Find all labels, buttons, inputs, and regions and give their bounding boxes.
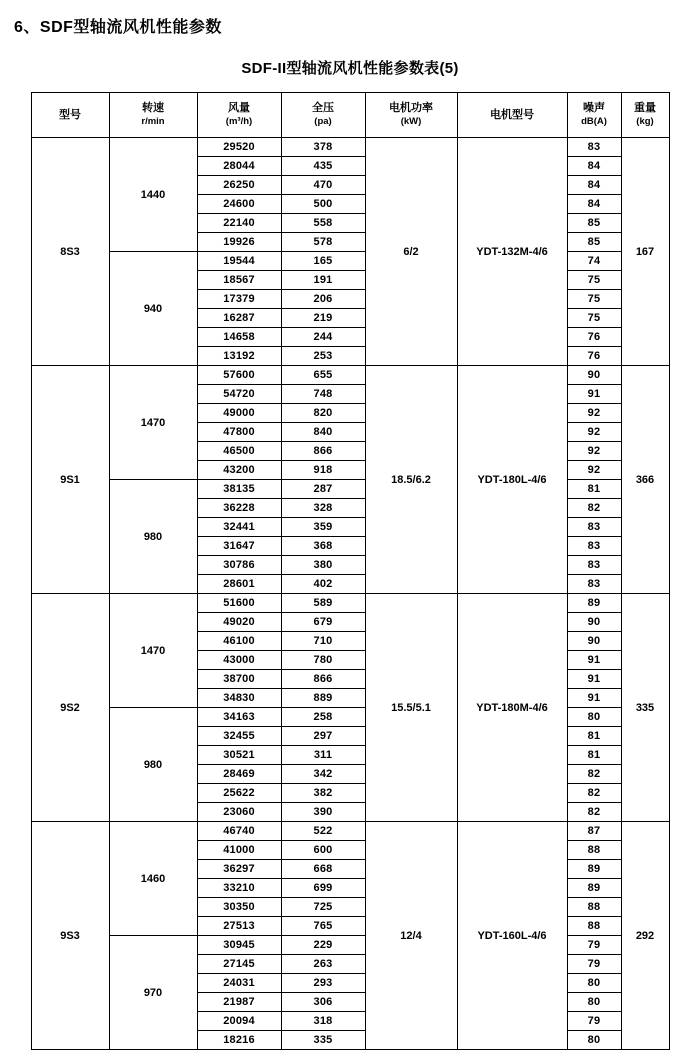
cell-noise: 89 <box>567 879 621 898</box>
cell-weight: 366 <box>621 366 669 594</box>
cell-airflow: 18216 <box>197 1031 281 1050</box>
cell-noise: 82 <box>567 784 621 803</box>
cell-noise: 84 <box>567 157 621 176</box>
cell-pressure: 918 <box>281 461 365 480</box>
table-row <box>31 252 669 271</box>
cell-pressure: 165 <box>281 252 365 271</box>
cell-pressure: 328 <box>281 499 365 518</box>
cell-pressure: 668 <box>281 860 365 879</box>
cell-airflow: 28469 <box>197 765 281 784</box>
cell-airflow: 46740 <box>197 822 281 841</box>
cell-motor-power: 18.5/6.2 <box>365 366 457 594</box>
cell-motor-power: 6/2 <box>365 138 457 366</box>
cell-noise: 80 <box>567 974 621 993</box>
header-unit: dB(A) <box>581 116 607 128</box>
cell-airflow: 29520 <box>197 138 281 157</box>
cell-noise: 83 <box>567 575 621 594</box>
header-label: 全压 <box>312 102 334 115</box>
cell-pressure: 293 <box>281 974 365 993</box>
column-header-airflow <box>197 93 281 138</box>
header-unit: (kg) <box>636 116 654 128</box>
cell-airflow: 24600 <box>197 195 281 214</box>
cell-noise: 85 <box>567 233 621 252</box>
cell-noise: 81 <box>567 727 621 746</box>
cell-noise: 82 <box>567 803 621 822</box>
cell-motor-model: YDT-160L-4/6 <box>457 822 567 1050</box>
cell-speed: 980 <box>109 480 197 594</box>
cell-airflow: 31647 <box>197 537 281 556</box>
cell-motor-model: YDT-180L-4/6 <box>457 366 567 594</box>
cell-noise: 92 <box>567 461 621 480</box>
cell-pressure: 522 <box>281 822 365 841</box>
cell-airflow: 17379 <box>197 290 281 309</box>
column-header-speed <box>109 93 197 138</box>
cell-speed: 980 <box>109 708 197 822</box>
cell-pressure: 710 <box>281 632 365 651</box>
header-label: 噪声 <box>583 102 605 115</box>
cell-airflow: 34830 <box>197 689 281 708</box>
cell-airflow: 33210 <box>197 879 281 898</box>
cell-airflow: 19544 <box>197 252 281 271</box>
cell-airflow: 38135 <box>197 480 281 499</box>
cell-noise: 85 <box>567 214 621 233</box>
table-body <box>31 138 669 1050</box>
cell-airflow: 21987 <box>197 993 281 1012</box>
cell-airflow: 19926 <box>197 233 281 252</box>
cell-airflow: 46500 <box>197 442 281 461</box>
cell-airflow: 57600 <box>197 366 281 385</box>
cell-pressure: 655 <box>281 366 365 385</box>
cell-noise: 74 <box>567 252 621 271</box>
cell-noise: 88 <box>567 917 621 936</box>
cell-pressure: 748 <box>281 385 365 404</box>
cell-pressure: 435 <box>281 157 365 176</box>
header-unit: (kW) <box>400 116 422 128</box>
cell-noise: 83 <box>567 537 621 556</box>
column-header-motor-power <box>365 93 457 138</box>
cell-noise: 75 <box>567 290 621 309</box>
cell-model: 8S3 <box>31 138 109 366</box>
header-unit: (m³/h) <box>225 116 253 128</box>
cell-pressure: 297 <box>281 727 365 746</box>
cell-pressure: 679 <box>281 613 365 632</box>
cell-pressure: 311 <box>281 746 365 765</box>
cell-pressure: 840 <box>281 423 365 442</box>
cell-pressure: 382 <box>281 784 365 803</box>
cell-noise: 90 <box>567 632 621 651</box>
cell-weight: 167 <box>621 138 669 366</box>
cell-motor-model: YDT-180M-4/6 <box>457 594 567 822</box>
table-row <box>31 138 669 157</box>
cell-airflow: 49020 <box>197 613 281 632</box>
cell-pressure: 191 <box>281 271 365 290</box>
cell-noise: 88 <box>567 898 621 917</box>
cell-pressure: 402 <box>281 575 365 594</box>
cell-noise: 89 <box>567 594 621 613</box>
table-header <box>31 93 669 138</box>
cell-airflow: 30521 <box>197 746 281 765</box>
cell-pressure: 765 <box>281 917 365 936</box>
header-unit: r/min <box>141 116 165 128</box>
cell-noise: 75 <box>567 309 621 328</box>
cell-noise: 79 <box>567 955 621 974</box>
cell-pressure: 470 <box>281 176 365 195</box>
cell-speed: 1470 <box>109 594 197 708</box>
cell-airflow: 32441 <box>197 518 281 537</box>
cell-pressure: 866 <box>281 670 365 689</box>
cell-pressure: 219 <box>281 309 365 328</box>
cell-airflow: 30945 <box>197 936 281 955</box>
cell-pressure: 368 <box>281 537 365 556</box>
cell-noise: 76 <box>567 347 621 366</box>
header-label: 电机功率 <box>389 102 433 115</box>
cell-speed: 970 <box>109 936 197 1050</box>
cell-airflow: 51600 <box>197 594 281 613</box>
header-label: 型号 <box>59 108 81 121</box>
cell-airflow: 49000 <box>197 404 281 423</box>
cell-noise: 81 <box>567 480 621 499</box>
cell-airflow: 27513 <box>197 917 281 936</box>
cell-speed: 940 <box>109 252 197 366</box>
cell-pressure: 820 <box>281 404 365 423</box>
cell-noise: 83 <box>567 556 621 575</box>
column-header-weight <box>621 93 669 138</box>
cell-pressure: 866 <box>281 442 365 461</box>
cell-airflow: 25622 <box>197 784 281 803</box>
cell-pressure: 206 <box>281 290 365 309</box>
cell-pressure: 287 <box>281 480 365 499</box>
cell-noise: 87 <box>567 822 621 841</box>
cell-airflow: 14658 <box>197 328 281 347</box>
cell-pressure: 378 <box>281 138 365 157</box>
cell-airflow: 28601 <box>197 575 281 594</box>
cell-noise: 80 <box>567 708 621 727</box>
cell-airflow: 34163 <box>197 708 281 727</box>
cell-pressure: 253 <box>281 347 365 366</box>
cell-pressure: 306 <box>281 993 365 1012</box>
cell-noise: 83 <box>567 138 621 157</box>
cell-airflow: 47800 <box>197 423 281 442</box>
cell-motor-power: 12/4 <box>365 822 457 1050</box>
cell-pressure: 589 <box>281 594 365 613</box>
table-row <box>31 366 669 385</box>
table-row <box>31 480 669 499</box>
cell-pressure: 699 <box>281 879 365 898</box>
cell-pressure: 390 <box>281 803 365 822</box>
cell-model: 9S3 <box>31 822 109 1050</box>
cell-airflow: 36297 <box>197 860 281 879</box>
cell-pressure: 229 <box>281 936 365 955</box>
cell-pressure: 578 <box>281 233 365 252</box>
cell-airflow: 22140 <box>197 214 281 233</box>
cell-noise: 91 <box>567 385 621 404</box>
cell-airflow: 30786 <box>197 556 281 575</box>
cell-noise: 82 <box>567 765 621 784</box>
cell-noise: 76 <box>567 328 621 347</box>
header-label: 转速 <box>142 102 164 115</box>
cell-pressure: 600 <box>281 841 365 860</box>
cell-noise: 80 <box>567 993 621 1012</box>
cell-airflow: 46100 <box>197 632 281 651</box>
table-row <box>31 822 669 841</box>
cell-airflow: 23060 <box>197 803 281 822</box>
cell-airflow: 54720 <box>197 385 281 404</box>
cell-airflow: 16287 <box>197 309 281 328</box>
cell-model: 9S2 <box>31 594 109 822</box>
cell-airflow: 38700 <box>197 670 281 689</box>
cell-pressure: 244 <box>281 328 365 347</box>
cell-noise: 91 <box>567 670 621 689</box>
cell-pressure: 359 <box>281 518 365 537</box>
cell-weight: 292 <box>621 822 669 1050</box>
table-row <box>31 594 669 613</box>
cell-airflow: 43200 <box>197 461 281 480</box>
cell-noise: 90 <box>567 366 621 385</box>
cell-weight: 335 <box>621 594 669 822</box>
cell-noise: 75 <box>567 271 621 290</box>
cell-noise: 91 <box>567 651 621 670</box>
cell-noise: 84 <box>567 176 621 195</box>
table-header-row <box>31 93 669 138</box>
cell-noise: 84 <box>567 195 621 214</box>
column-header-model <box>31 93 109 138</box>
cell-airflow: 30350 <box>197 898 281 917</box>
cell-pressure: 725 <box>281 898 365 917</box>
cell-airflow: 43000 <box>197 651 281 670</box>
table-row <box>31 708 669 727</box>
cell-pressure: 558 <box>281 214 365 233</box>
page-title: SDF-II型轴流风机性能参数表(5) <box>241 60 459 77</box>
cell-airflow: 18567 <box>197 271 281 290</box>
cell-noise: 83 <box>567 518 621 537</box>
cell-speed: 1440 <box>109 138 197 252</box>
cell-airflow: 41000 <box>197 841 281 860</box>
cell-speed: 1470 <box>109 366 197 480</box>
cell-pressure: 318 <box>281 1012 365 1031</box>
cell-model: 9S1 <box>31 366 109 594</box>
cell-noise: 90 <box>567 613 621 632</box>
cell-speed: 1460 <box>109 822 197 936</box>
cell-airflow: 28044 <box>197 157 281 176</box>
cell-pressure: 335 <box>281 1031 365 1050</box>
cell-pressure: 342 <box>281 765 365 784</box>
cell-noise: 92 <box>567 423 621 442</box>
header-label: 风量 <box>228 102 250 115</box>
cell-motor-model: YDT-132M-4/6 <box>457 138 567 366</box>
cell-noise: 92 <box>567 404 621 423</box>
cell-noise: 91 <box>567 689 621 708</box>
cell-noise: 92 <box>567 442 621 461</box>
section-heading: 6、SDF型轴流风机性能参数 <box>14 19 222 36</box>
cell-noise: 80 <box>567 1031 621 1050</box>
cell-noise: 79 <box>567 936 621 955</box>
cell-pressure: 380 <box>281 556 365 575</box>
cell-noise: 81 <box>567 746 621 765</box>
cell-pressure: 263 <box>281 955 365 974</box>
cell-airflow: 24031 <box>197 974 281 993</box>
cell-noise: 82 <box>567 499 621 518</box>
fan-performance-table <box>31 92 670 1050</box>
header-label: 电机型号 <box>490 108 534 121</box>
cell-airflow: 27145 <box>197 955 281 974</box>
cell-airflow: 32455 <box>197 727 281 746</box>
column-header-noise <box>567 93 621 138</box>
cell-noise: 88 <box>567 841 621 860</box>
cell-airflow: 20094 <box>197 1012 281 1031</box>
header-label: 重量 <box>634 102 656 115</box>
column-header-pressure <box>281 93 365 138</box>
header-unit: (pa) <box>314 116 332 128</box>
cell-airflow: 13192 <box>197 347 281 366</box>
cell-pressure: 500 <box>281 195 365 214</box>
cell-pressure: 780 <box>281 651 365 670</box>
cell-noise: 79 <box>567 1012 621 1031</box>
cell-pressure: 889 <box>281 689 365 708</box>
cell-pressure: 258 <box>281 708 365 727</box>
cell-motor-power: 15.5/5.1 <box>365 594 457 822</box>
cell-airflow: 26250 <box>197 176 281 195</box>
document-page <box>0 14 700 1046</box>
cell-airflow: 36228 <box>197 499 281 518</box>
cell-noise: 89 <box>567 860 621 879</box>
column-header-motor-model <box>457 93 567 138</box>
table-row <box>31 936 669 955</box>
